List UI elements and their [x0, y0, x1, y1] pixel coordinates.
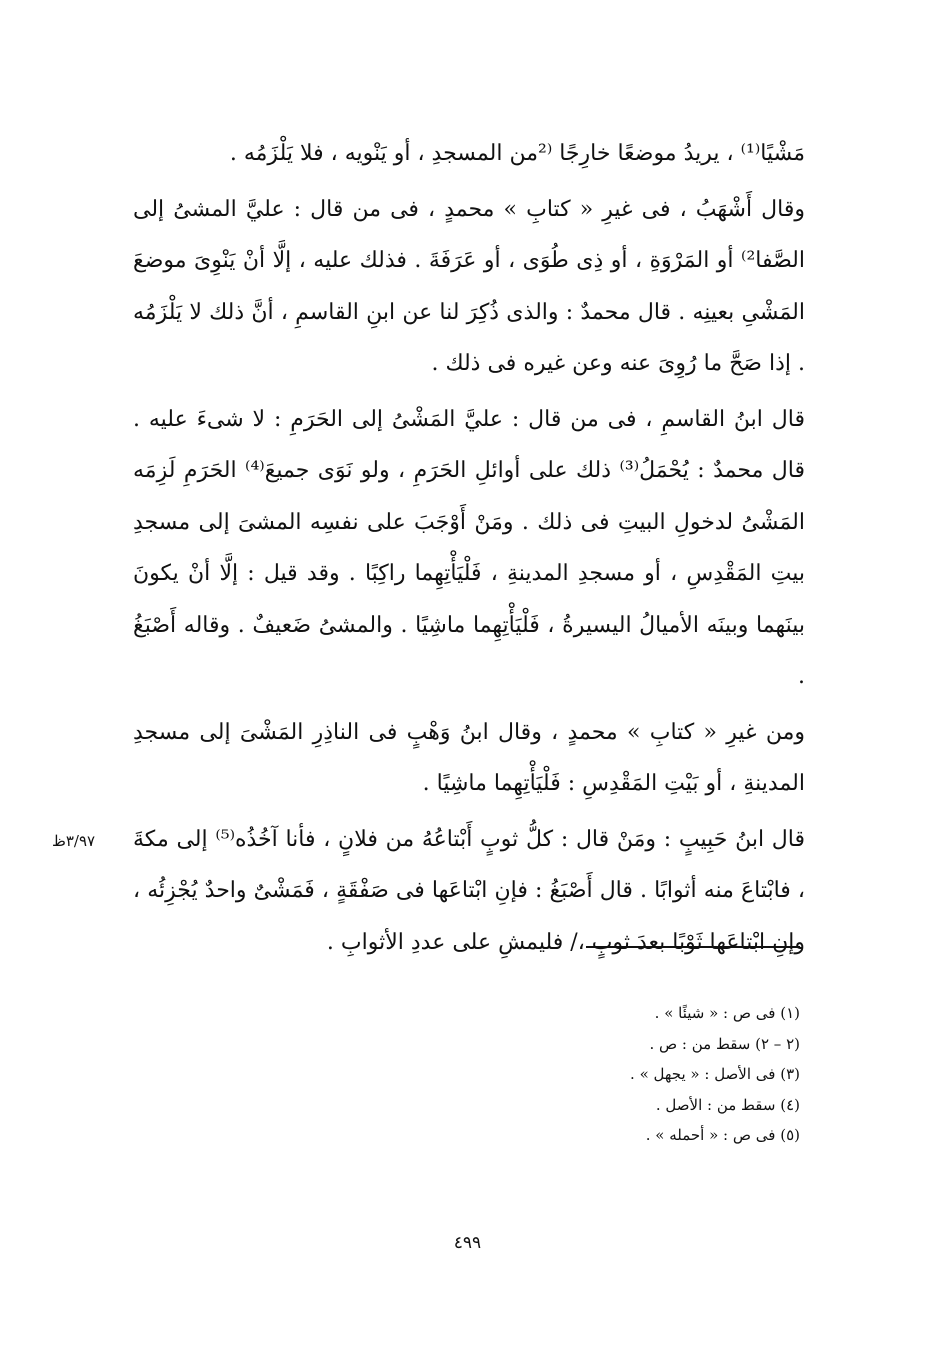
page-number: ٤٩٩	[453, 1233, 482, 1253]
footnote-1: (١) فى ص : « شيئًا » .	[654, 1004, 800, 1022]
footnote-4: (٤) سقط من : الأصل .	[655, 1095, 800, 1114]
footnote-2: (٢ – ٢) سقط من : ص .	[649, 1034, 800, 1053]
paragraph-1: مَشْيًا⁽¹⁾ ، يريدُ موضعًا خارِجًا ⁽²من المسجدِ ، أو يَنْويه ، فلا يَلْزَمُه .	[229, 141, 805, 166]
paragraph-2: وقال أَشْهَبُ ، فى غيرِ « كتابِ » محمدٍ ، فى من قال : عليَّ المشىُ إلى الصَّفا²⁾ أو المَرْوَةِ ، أو ذِى طُوَى ، أو عَرَفَةَ . فذلك عليه ، إلَّا أنْ يَنْوِىَ موضعَ المَشْىِ بعينِه . قال محمدٌ : والذى ذُكِرَ لنا عن ابنِ القاسمِ ، أنَّ ذلك لا يَلْزَمُه . إذا صَحَّ ما رُوِىَ عنه وعن غيره فى ذلك .	[133, 196, 805, 376]
footnote-separator	[586, 946, 800, 948]
footnote-5: (٥) فى ص : « أحمله » .	[645, 1126, 800, 1144]
paragraph-5: قال ابنُ حَبِيبٍ : ومَنْ قال : كلُّ ثوبٍ أَبْتاعُهُ من فلانٍ ، فأنا آخُذُه⁽⁵⁾ إلى مكةَ ، فابْتاعَ منه أثوابًا . قال أَصْبَغُ : فإنِ ابْتاعَها فى صَفْقَةٍ ، فَمَشْىٌ واحدٌ يُجْزِئُه ، وإنِ ابْتاعَها ثَوْبًا بعدَ ثوبٍ ،/ فليمشِ على عددِ الأثوابِ .	[133, 826, 805, 955]
manuscript-folio-reference: ٣/٩٧ظ	[52, 832, 96, 850]
paragraph-4: ومن غيرِ « كتابِ » محمدٍ ، وقال ابنُ وَهْبٍ فى الناذِرِ المَشْىَ إلى مسجدِ المدينةِ ، أو بَيْتِ المَقْدِسِ : فَلْيَأْتِهِما ماشِيًا .	[133, 719, 805, 796]
footnotes	[470, 998, 800, 1151]
main-text	[133, 128, 805, 968]
paragraph-3: قال ابنُ القاسمِ ، فى من قال : عليَّ المَشْىُ إلى الحَرَمِ : لا شىءَ عليه . قال محمدٌ : يُحْمَلُ⁽³⁾ ذلك على أوائلِ الحَرَمِ ، ولو نَوَى جميعَ⁽⁴⁾ الحَرَمِ لَزِمَه المَشْىُ لدخولِ البيتِ فى ذلك . ومَنْ أَوْجَبَ على نفسِه المشىَ إلى مسجدِ بيتِ المَقْدِسِ ، أو مسجدِ المدينةِ ، فَلْيَأْتِهِما راكِبًا . وقد قيل : إلَّا أنْ يكونَ بينَهما وبينَه الأميالُ اليسيرةُ ، فَلْيَأْتِهِما ماشِيًا . والمشىُ ضَعيفٌ . وقاله أَصْبَغُ .	[133, 406, 805, 689]
footnote-3: (٣) فى الأصل : « يجهل » .	[630, 1065, 800, 1083]
